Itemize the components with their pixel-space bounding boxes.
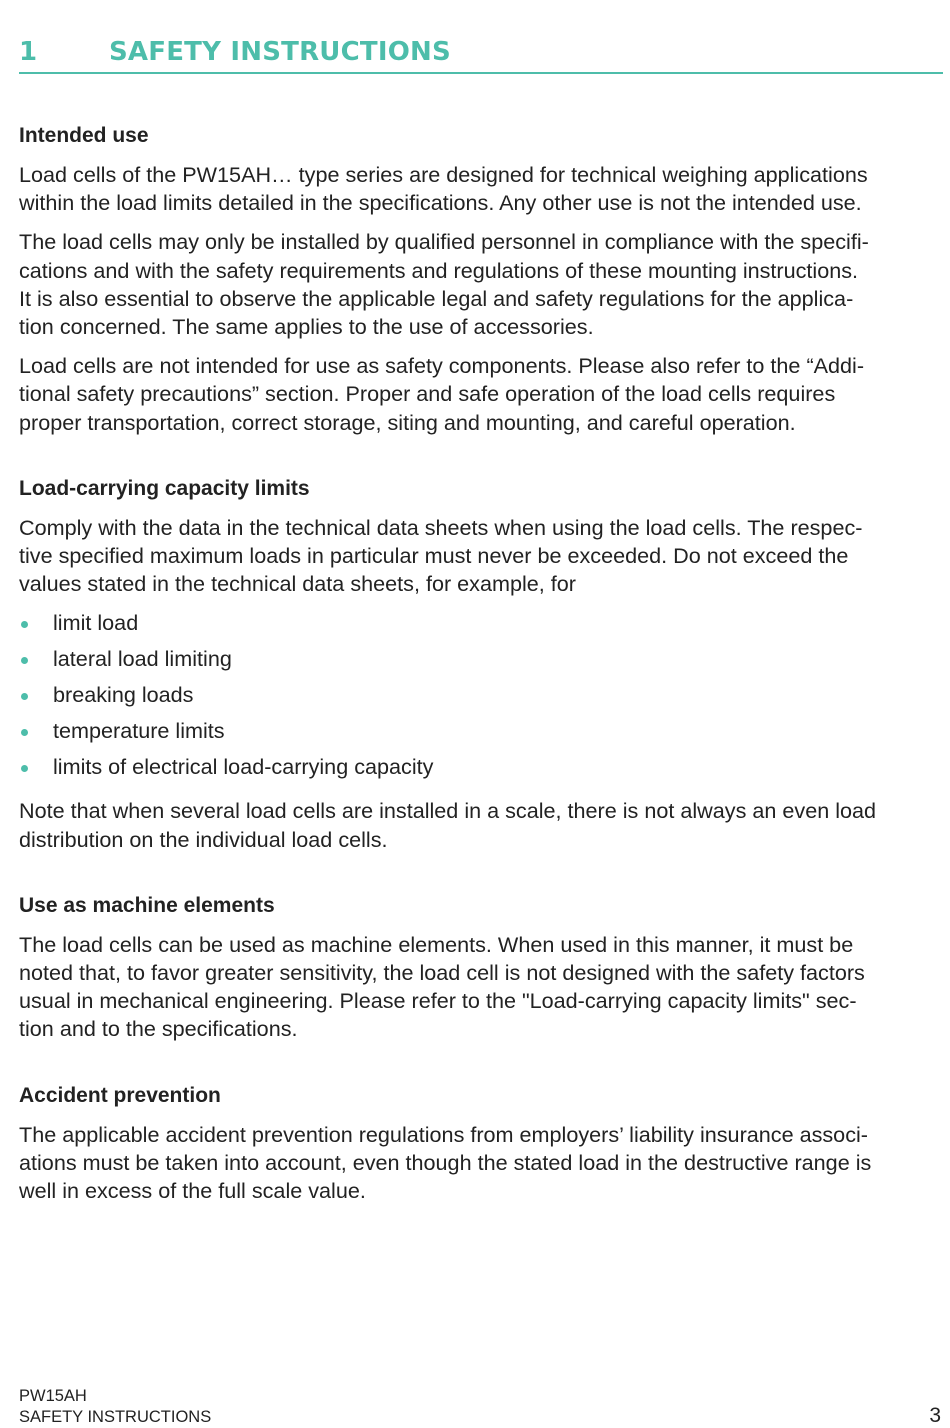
list-item: [19, 645, 943, 681]
list-item: [19, 753, 943, 789]
paragraph-line: distribution on the individual load cells.: [19, 826, 388, 852]
paragraph-line: proper transportation, correct storage, siting and mounting, and careful operation.: [19, 409, 796, 435]
paragraph: [19, 352, 943, 437]
bullet-icon: [21, 621, 28, 628]
section-heading: Accident prevention: [19, 1083, 221, 1107]
paragraph-line: ations must be taken into account, even though the stated load in the destructive range is: [19, 1149, 872, 1175]
paragraph: [19, 1121, 943, 1206]
paragraph: [19, 797, 943, 853]
section-use-as-machine-elements: [19, 892, 943, 1044]
bullet-icon: [21, 693, 28, 700]
paragraph-line: Comply with the data in the technical data sheets when using the load cells. The respec-: [19, 514, 863, 540]
footer: [19, 1386, 211, 1428]
paragraph-line: The load cells may only be installed by qualified personnel in compliance with the specifi-: [19, 229, 869, 255]
list-item-text: temperature limits: [53, 718, 225, 744]
page-number: 3: [929, 1404, 941, 1427]
footer-product: PW15AH: [19, 1387, 87, 1405]
document-page: [19, 0, 943, 1428]
list-item-text: limit load: [53, 610, 139, 636]
paragraph-line: The applicable accident prevention regulations from employers’ liability insurance associ-: [19, 1121, 868, 1147]
section-accident-prevention: [19, 1082, 943, 1206]
list-item: [19, 717, 943, 753]
list-item: [19, 681, 943, 717]
chapter-heading: [19, 30, 943, 74]
document-body: [19, 122, 943, 1216]
footer-chapter: SAFETY INSTRUCTIONS: [19, 1408, 212, 1426]
paragraph: [19, 161, 943, 217]
bullet-icon: [21, 657, 28, 664]
chapter-title: SAFETY INSTRUCTIONS: [109, 37, 451, 67]
paragraph: [19, 931, 943, 1044]
chapter-number: 1: [19, 37, 38, 67]
bullet-icon: [21, 765, 28, 772]
section-heading: Use as machine elements: [19, 893, 275, 917]
paragraph-line: tional safety precautions” section. Proper and safe operation of the load cells requires: [19, 381, 836, 407]
paragraph-line: tion and to the specifications.: [19, 1016, 298, 1042]
paragraph-line: Note that when several load cells are installed in a scale, there is not always an even load: [19, 798, 877, 824]
paragraph-line: It is also essential to observe the applicable legal and safety regulations for the applica-: [19, 285, 854, 311]
paragraph-line: tion concerned. The same applies to the use of accessories.: [19, 314, 594, 340]
paragraph-line: The load cells can be used as machine elements. When used in this manner, it must be: [19, 931, 854, 957]
bullet-list: [19, 609, 943, 789]
paragraph-line: usual in mechanical engineering. Please refer to the "Load-carrying capacity limits" sec-: [19, 988, 857, 1014]
paragraph-line: noted that, to favor greater sensitivity, the load cell is not designed with the safety factors: [19, 960, 865, 986]
list-item-text: limits of electrical load-carrying capacity: [53, 754, 434, 780]
section-heading: Intended use: [19, 124, 149, 147]
section-load-carrying-capacity-limits: [19, 475, 943, 854]
paragraph-line: cations and with the safety requirements and regulations of these mounting instructions.: [19, 257, 859, 283]
paragraph-line: tive specified maximum loads in particular must never be exceeded. Do not exceed the: [19, 543, 849, 569]
section-heading: Load-carrying capacity limits: [19, 476, 310, 500]
paragraph-line: Load cells are not intended for use as safety components. Please also refer to the “Addi-: [19, 353, 865, 379]
paragraph: [19, 228, 943, 341]
paragraph-line: well in excess of the full scale value.: [19, 1178, 366, 1204]
list-item-text: lateral load limiting: [53, 646, 232, 672]
paragraph-line: within the load limits detailed in the specifications. Any other use is not the intended use.: [19, 190, 862, 216]
list-item: [19, 609, 943, 645]
list-item-text: breaking loads: [53, 682, 194, 708]
paragraph: [19, 514, 943, 599]
section-intended-use: [19, 122, 943, 437]
paragraph-line: values stated in the technical data sheets, for example, for: [19, 571, 576, 597]
paragraph-line: Load cells of the PW15AH… type series are designed for technical weighing applications: [19, 162, 868, 187]
bullet-icon: [21, 729, 28, 736]
